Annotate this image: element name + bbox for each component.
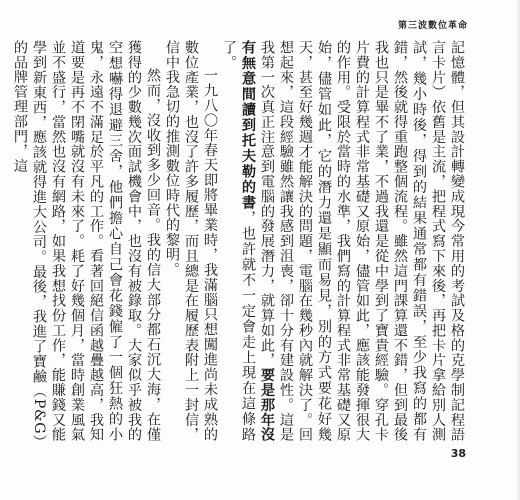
running-head: 第三波數位革命 xyxy=(397,21,468,31)
page-number: 38 xyxy=(450,447,466,460)
paragraph-3: 然而，沒收到多少回音。我的信大部分都石沉大海，在僅獲得的少數幾次面試機會中，也沒有被錄取。大家似乎被我的空想嚇得退避三舍，他們擔心自己會花錢僱了一個狂熱的小鬼，永遠不滿足於平凡的工作。看著回絕信函越疊越高，我知道要是再不閉嘴就沒有未來了。耗了好幾個月，當時創業風氣並不盛行，當然也沒有網路，如果我想找份工作，能賺錢又能學到新東西，應該就得進大公司。最後，我進了寶鹼（P&G）的品牌管理部門，這 xyxy=(12,40,161,442)
paragraph-1-tail: ，也許就不一定會走上現在這條路了。 xyxy=(221,40,256,442)
paragraph-2: 一九八〇年春天即將畢業時，我滿腦只想闖進尚未成熟的數位產業，也沒了許多履歷，而且總是在履歷表附上一封信，信中我急切的推測數位時代的黎明。 xyxy=(164,40,218,442)
emphasized-sentence: 要是那年沒有無意間讀到托夫勒的書 xyxy=(240,40,275,442)
paragraph-1-text: 記憶體，但其設計轉變成現今常用的考試及格的克學制記程語言卡片）依舊是主流，把程式寫下來後，再把卡片拿給別人測試，幾小時後，得到的結果通常都有錯誤，至少我寫的都有錯，然後就得重跑整個流程。雖然這門課算還不錯，但到最後我也只是畢不了業，不過我還是從中學到了寶貴經驗。穿孔卡片費的計算程式非常基礎又原始，儘管如此，應該能發揮很大的作用。受限於當時的水準，我們寫的計算程式非常基礎又原始，儘管如此，它的潛力還是顯而易見，別的方式要花好幾天，甚至好幾週才能解決的問題，電腦在幾秒內就解決了。回想起來，這段經驗雖然讓我感到沮喪，卻十分有建設性。這是我第一次真正注意到電腦的發展潛力，就算如此， xyxy=(259,40,465,442)
body-text xyxy=(10,40,466,442)
paragraph-1 xyxy=(219,40,466,442)
